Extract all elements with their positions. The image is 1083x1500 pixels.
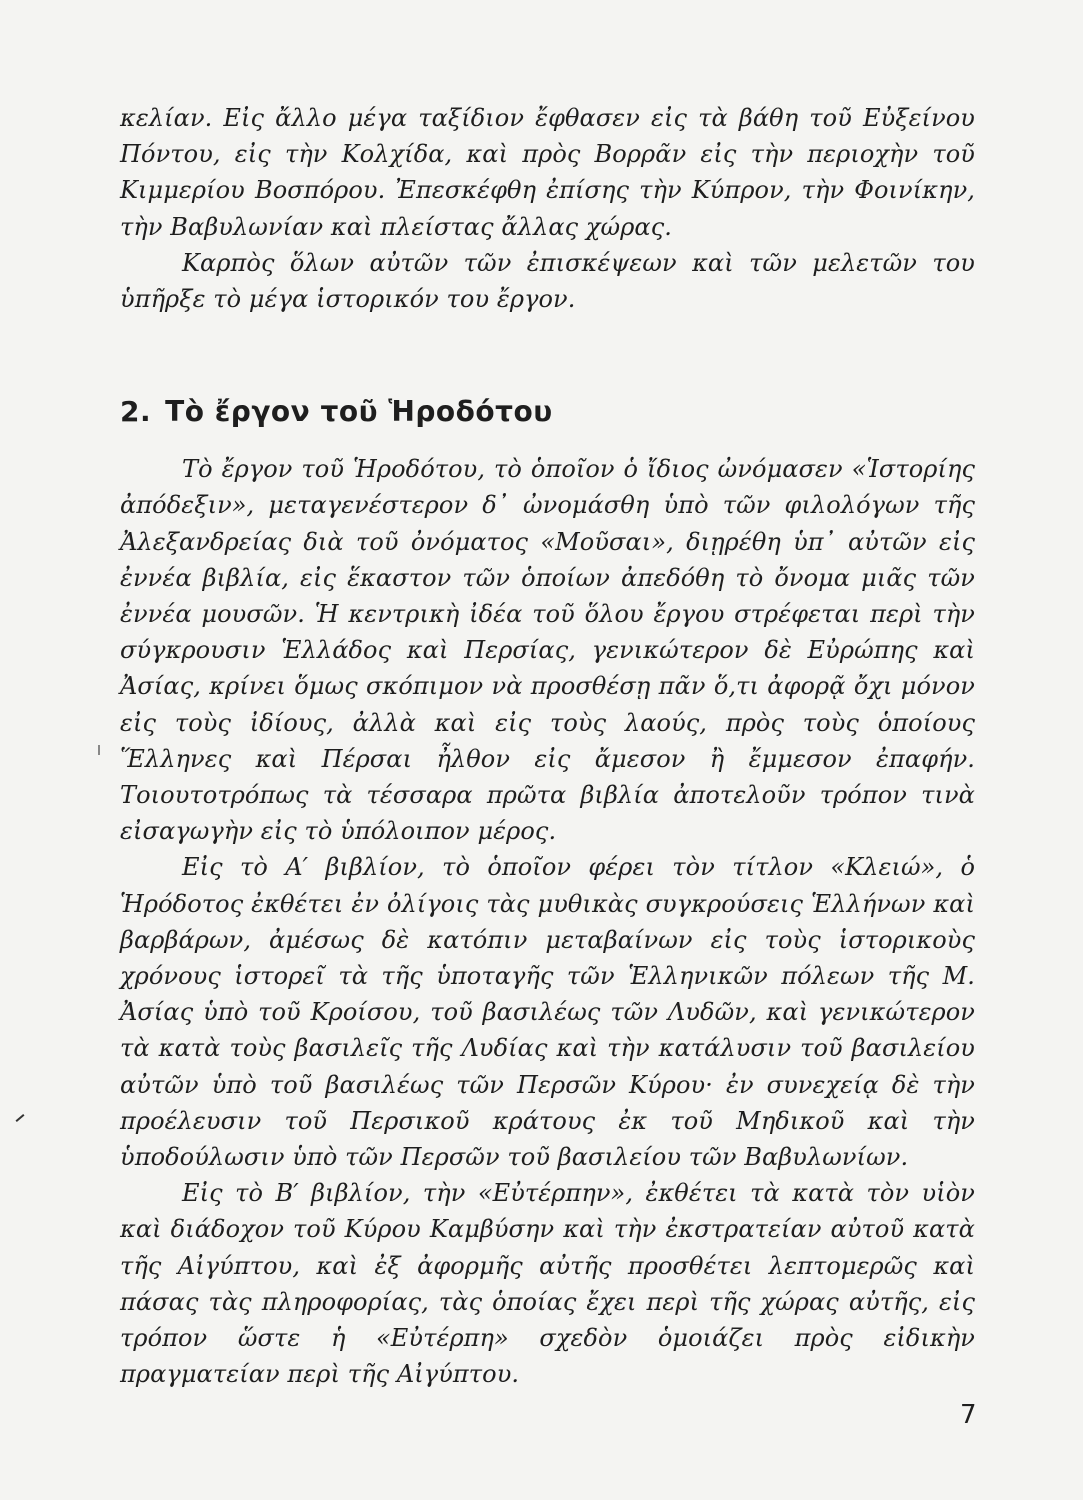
section-paragraph-3: Εἰς τὸ Β′ βιβλίον, τὴν «Εὐτέρπην», ἐκθέτει τὰ κατὰ τὸν υἱὸν καὶ διάδοχον τοῦ Κύρου Καμβύσην καὶ τὴν ἐκστρατείαν αὐτοῦ κατὰ τῆς Αἰγύπτου, καὶ ἐξ ἀφορμῆς αὐτῆς προσθέτει λεπτομερῶς καὶ πάσας τὰς πληροφορίας, τὰς ὁποίας ἔχει περὶ τῆς χώρας αὐτῆς, εἰς τρόπον ὥστε ἡ «Εὐτέρπη» σχεδὸν ὁμοιάζει πρὸς εἰδικὴν πραγματείαν περὶ τῆς Αἰγύπτου. <box>120 1179 975 1389</box>
section-heading <box>120 394 975 430</box>
margin-tick-mark <box>98 745 100 755</box>
text-column <box>120 100 975 1393</box>
section-paragraph-2: Εἰς τὸ Α′ βιβλίον, τὸ ὁποῖον φέρει τὸν τίτλον «Κλειώ», ὁ Ἡρόδοτος ἐκθέτει ἐν ὀλίγοις τὰς μυθικὰς συγκρούσεις Ἑλλήνων καὶ βαρβάρων, ἀμέσως δὲ κατόπιν μεταβαίνων εἰς τοὺς ἱστορικοὺς χρόνους ἱστορεῖ τὰ τῆς ὑποταγῆς τῶν Ἑλληνικῶν πόλεων τῆς Μ. Ἀσίας ὑπὸ τοῦ Κροίσου, τοῦ βασιλέως τῶν Λυδῶν, καὶ γενικώτερον τὰ κατὰ τοὺς βασιλεῖς τῆς Λυδίας καὶ τὴν κατάλυσιν τοῦ βασιλείου αὐτῶν ὑπὸ τοῦ βασιλέως τῶν Περσῶν Κύρου· ἐν συνεχείᾳ δὲ τὴν προέλευσιν τοῦ Περσικοῦ κράτους ἐκ τοῦ Μηδικοῦ καὶ τὴν ὑποδούλωσιν ὑπὸ τῶν Περσῶν τοῦ βασιλείου τῶν Βαβυλωνίων. <box>120 853 975 1172</box>
margin-pencil-mark <box>16 1114 25 1122</box>
section-title: Τὸ ἔργον τοῦ Ἡροδότου <box>165 395 553 429</box>
section-paragraph-1: Τὸ ἔργον τοῦ Ἡροδότου, τὸ ὁποῖον ὁ ἴδιος ὠνόμασεν «Ἱστορίης ἀπόδεξιν», μεταγενέστερον δ᾿ ὠνομάσθη ὑπὸ τῶν φιλολόγων τῆς Ἀλεξανδρείας διὰ τοῦ ὀνόματος «Μοῦσαι», διῃρέθη ὑπ᾿ αὐτῶν εἰς ἐννέα βιβλία, εἰς ἕκαστον τῶν ὁποίων ἀπεδόθη τὸ ὄνομα μιᾶς τῶν ἐννέα μουσῶν. Ἡ κεντρικὴ ἰδέα τοῦ ὅλου ἔργου στρέφεται περὶ τὴν σύγκρουσιν Ἑλλάδος καὶ Περσίας, γενικώτερον δὲ Εὐρώπης καὶ Ἀσίας, κρίνει ὅμως σκόπιμον νὰ προσθέσῃ πᾶν ὅ,τι ἀφορᾷ ὄχι μόνον εἰς τοὺς ἰδίους, ἀλλὰ καὶ εἰς τοὺς λαούς, πρὸς τοὺς ὁποίους Ἕλληνες καὶ Πέρσαι ἦλθον εἰς ἄμεσον ἢ ἔμμεσον ἐπαφήν. Τοιουτοτρόπως τὰ τέσσαρα πρῶτα βιβλία ἀποτελοῦν τρόπον τινὰ εἰσαγωγὴν εἰς τὸ ὑπόλοιπον μέρος. <box>120 455 975 846</box>
intro-paragraph-1: κελίαν. Εἰς ἄλλο μέγα ταξίδιον ἔφθασεν εἰς τὰ βάθη τοῦ Εὐξείνου Πόντου, εἰς τὴν Κολχίδα, καὶ πρὸς Βορρᾶν εἰς τὴν περιοχὴν τοῦ Κιμμερίου Βοσπόρου. Ἐπεσκέφθη ἐπίσης τὴν Κύπρον, τὴν Φοινίκην, τὴν Βαβυλωνίαν καὶ πλείστας ἄλλας χώρας. <box>120 104 975 241</box>
intro-paragraph-2: Καρπὸς ὅλων αὐτῶν τῶν ἐπισκέψεων καὶ τῶν μελετῶν του ὑπῆρξε τὸ μέγα ἱστορικόν του ἔργον. <box>120 248 975 314</box>
page-number: 7 <box>960 1400 977 1430</box>
section-number: 2. <box>120 395 152 429</box>
